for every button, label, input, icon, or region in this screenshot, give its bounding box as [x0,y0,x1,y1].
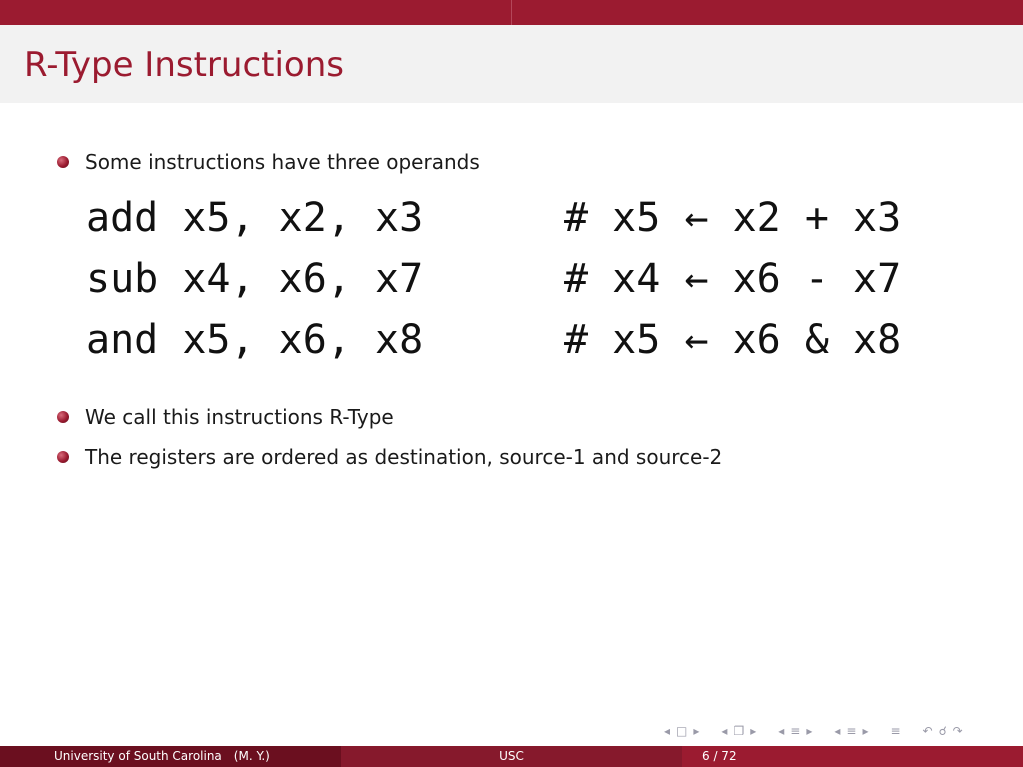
footer-page-number: 6 / 72 [682,746,1023,767]
nav-next-part-icon[interactable]: ▸ [862,724,869,738]
code-instruction: and x5, x6, x8 [86,317,424,363]
navigation-bar [664,724,963,738]
nav-prev-part-icon[interactable]: ◂ [834,724,841,738]
code-comment: # x5 ← x2 + x3 [564,195,902,241]
footer-institution: USC [341,746,682,767]
nav-prev-frame-icon[interactable]: ◂ [664,724,671,738]
nav-section-icon[interactable]: ≡ [790,724,801,738]
nav-frame-icon[interactable]: □ [676,724,688,738]
nav-next-section-icon[interactable]: ▸ [806,724,813,738]
nav-back-icon[interactable]: ↶ [922,724,933,738]
bullet-item [57,407,394,427]
bullet-text: We call this instructions R-Type [85,405,394,429]
code-comment: # x5 ← x6 & x8 [564,317,902,363]
nav-forward-icon[interactable]: ↷ [952,724,963,738]
bullet-icon [57,451,69,463]
slide-title: R-Type Instructions [24,45,344,85]
top-bar-right [511,0,1023,25]
footer-author: University of South Carolina (M. Y.) [0,746,341,767]
code-comment: # x4 ← x6 - x7 [564,256,902,302]
nav-part-icon[interactable]: ≡ [846,724,857,738]
bullet-text: The registers are ordered as destination, source-1 and source-2 [85,445,723,469]
nav-subsection-icon[interactable]: ❐ [733,724,745,738]
footer [0,746,1023,767]
nav-prev-subsection-icon[interactable]: ◂ [721,724,728,738]
bullet-item [57,152,480,172]
nav-next-frame-icon[interactable]: ▸ [693,724,700,738]
top-bar [0,0,1023,25]
bullet-item [57,447,722,467]
code-instruction: add x5, x2, x3 [86,195,424,241]
code-instruction: sub x4, x6, x7 [86,256,424,302]
nav-search-icon[interactable]: ☌ [938,724,947,738]
nav-next-subsection-icon[interactable]: ▸ [750,724,757,738]
nav-toc-icon[interactable]: ≡ [890,724,901,738]
bullet-icon [57,411,69,423]
nav-prev-section-icon[interactable]: ◂ [778,724,785,738]
bullet-icon [57,156,69,168]
bullet-text: Some instructions have three operands [85,150,480,174]
top-bar-left [0,0,511,25]
